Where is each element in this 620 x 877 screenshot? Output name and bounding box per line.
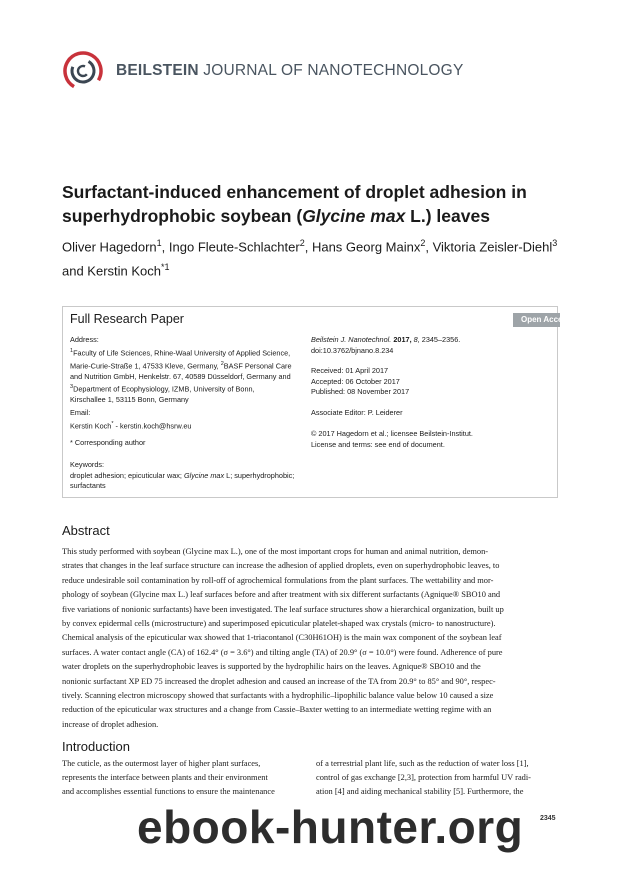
- keywords-italic: Glycine max: [183, 470, 225, 480]
- address-line: [70, 359, 300, 372]
- author-separator: ,: [304, 239, 312, 255]
- address-text: Faculty of Life Sciences, Rhine-Waal University of Applied Science,: [73, 348, 291, 358]
- author-name[interactable]: Hans Georg Mainx: [311, 239, 421, 255]
- address-block: [70, 335, 300, 406]
- address-line: [70, 382, 300, 395]
- address-line: [70, 395, 300, 406]
- title-part2: L.) leaves: [405, 206, 490, 226]
- article-type-heading: Full Research Paper: [70, 312, 184, 326]
- address-label: Address:: [70, 335, 99, 344]
- introduction-right-column: [316, 757, 559, 800]
- abstract-line: strates that changes in the leaf surface structure can increase the adhesion of applied droplets, even on superhydrophobic leaves, to: [62, 561, 500, 571]
- address-text: Department of Ecophysiology, IZMB, University of Bonn,: [73, 384, 255, 394]
- author-affiliation: 2: [299, 238, 305, 248]
- email-block: [70, 408, 300, 432]
- received-date: Received: 01 April 2017: [311, 366, 389, 375]
- author-name[interactable]: and Kerstin Koch: [62, 263, 162, 279]
- intro-line: control of gas exchange [2,3], protection from harmful UV radi-: [316, 773, 531, 783]
- abstract-line: phology of soybean (Glycine max L.) leaf surfaces before and after treatment with six different surfactants (Agnique® SBO10 and: [62, 590, 501, 600]
- abstract-body: [62, 545, 558, 732]
- abstract-line: tively. Scanning electron microscopy showed that surfactants with a hydrophilic–lipophilic balance value below 10 caused a size: [62, 691, 494, 701]
- keywords-label: Keywords:: [70, 460, 105, 469]
- copyright-line: © 2017 Hagedorn et al.; licensee Beilstein-Institut.: [311, 429, 473, 438]
- license-block: [311, 429, 551, 450]
- article-title: [62, 180, 562, 228]
- keywords-line: [70, 471, 300, 482]
- abstract-line: nonionic surfactant XP ED 75 increased the droplet adhesion and caused an increase of the TA from 20.9° to 85° and 90°, respec-: [62, 676, 496, 686]
- intro-line: and accomplishes essential functions to ensure the maintenance: [62, 787, 275, 797]
- citation-journal: Beilstein J. Nanotechnol.: [311, 335, 392, 344]
- keywords-line: surfactants: [70, 481, 106, 491]
- author-affiliation: 3: [552, 238, 558, 248]
- citation-block: [311, 335, 551, 356]
- introduction-left-column: [62, 757, 305, 800]
- associate-editor: Associate Editor: P. Leiderer: [311, 408, 403, 417]
- keywords-block: [70, 460, 300, 492]
- journal-name-strong: BEILSTEIN: [116, 62, 199, 79]
- email-address-link[interactable]: - kerstin.koch@hsrw.eu: [113, 421, 192, 431]
- author-list: [62, 233, 572, 282]
- affiliation-number: 3: [70, 384, 74, 391]
- intro-line: represents the interface between plants and their environment: [62, 773, 268, 783]
- abstract-line: five variations of nonionic surfactants) have been investigated. The leaf surface structures show a hierarchical organization, built up: [62, 604, 504, 614]
- abstract-line: reduction of the epicuticular wax structures and a change from Cassie–Baxter wetting to an intermediate wetting regime with an: [62, 705, 492, 715]
- author-affiliation: *1: [161, 262, 170, 273]
- abstract-line: increase of droplet adhesion.: [62, 719, 159, 729]
- address-text: Marie-Curie-Straße 1, 47533 Kleve, Germany,: [70, 361, 221, 371]
- abstract-line: Chemical analysis of the epicuticular wax showed that 1-triacontanol (C30H61OH) is the main wax component of the soybean leaf: [62, 633, 502, 643]
- author-name[interactable]: Oliver Hagedorn: [62, 239, 157, 255]
- address-text: and Nutrition GmbH, Henkelstr. 67, 40589 Düsseldorf, Germany and: [70, 371, 291, 381]
- intro-line: ation [4] and aiding mechanical stability [5]. Furthermore, the: [316, 787, 524, 797]
- published-date: Published: 08 November 2017: [311, 387, 410, 397]
- author-affiliation: 1: [156, 238, 162, 248]
- keywords-text: droplet adhesion; epicuticular wax;: [70, 470, 184, 480]
- abstract-line: by convex epidermal cells (microstructure) and superimposed epicuticular platelet-shaped wax crystals (micro- to nanostructure).: [62, 619, 496, 629]
- title-italic: Glycine max: [302, 206, 406, 226]
- license-line[interactable]: License and terms: see end of document.: [311, 439, 445, 449]
- affiliation-number: 2: [220, 360, 224, 367]
- introduction-heading: Introduction: [62, 739, 130, 754]
- journal-name: [116, 62, 463, 80]
- intro-line: The cuticle, as the outermost layer of higher plant surfaces,: [62, 759, 261, 768]
- abstract-line: This study performed with soybean (Glycine max L.), one of the most important crops for human and animal nutrition, demon-: [62, 547, 489, 556]
- abstract-line: surfaces. A water contact angle (CA) of 162.4° (σ = 3.6°) and tilting angle (TA) of 20.9° (σ = 10.0°) were found. Adherence of pure: [62, 647, 503, 657]
- abstract-heading: Abstract: [62, 523, 110, 538]
- corresponding-note: * Corresponding author: [70, 438, 146, 447]
- intro-line: of a terrestrial plant life, such as the reduction of water loss [1],: [316, 759, 529, 768]
- address-text: BASF Personal Care: [223, 361, 292, 371]
- author-name[interactable]: Viktoria Zeisler-Diehl: [432, 239, 553, 255]
- author-affiliation: 2: [420, 238, 426, 248]
- open-access-badge: Open Access: [513, 313, 560, 327]
- address-line: [70, 372, 300, 383]
- email-line: [70, 419, 300, 432]
- journal-logo-icon: [62, 50, 104, 92]
- abstract-line: reduce undesirable soil contamination by roll-off of agrochemical formulations from the plant surfaces. The wettability and mor-: [62, 575, 494, 585]
- citation-year: 2017,: [391, 335, 412, 344]
- title-part1: Surfactant-induced enhancement of droplet adhesion in superhydrophobic soybean (: [62, 182, 527, 226]
- address-text: Kirschallee 1, 53115 Bonn, Germany: [70, 395, 189, 405]
- corresponding-star: *: [111, 420, 114, 427]
- address-line: [70, 346, 300, 359]
- citation-line: [311, 335, 551, 346]
- author-name[interactable]: Ingo Fleute-Schlachter: [168, 239, 300, 255]
- doi-link[interactable]: doi:10.3762/bjnano.8.234: [311, 345, 394, 355]
- journal-name-rest: JOURNAL OF NANOTECHNOLOGY: [198, 62, 464, 79]
- keywords-text: L; superhydrophobic;: [224, 470, 295, 480]
- affiliation-number: 1: [70, 347, 74, 354]
- page-number: 2345: [540, 815, 556, 822]
- dates-block: [311, 366, 551, 398]
- author-separator: ,: [161, 239, 169, 255]
- citation-pages: 2345–2356.: [419, 335, 461, 344]
- email-label: Email:: [70, 408, 91, 417]
- citation-volume: 8,: [411, 335, 420, 344]
- watermark: ebook-hunter.org: [137, 801, 524, 853]
- accepted-date: Accepted: 06 October 2017: [311, 376, 400, 386]
- author-separator: ,: [425, 239, 433, 255]
- email-author: Kerstin Koch: [70, 421, 112, 431]
- abstract-line: water droplets on the superhydrophobic leaves is supported by the hydrophilic hairs on the leaves. Agnique® SBO10 and the: [62, 662, 481, 672]
